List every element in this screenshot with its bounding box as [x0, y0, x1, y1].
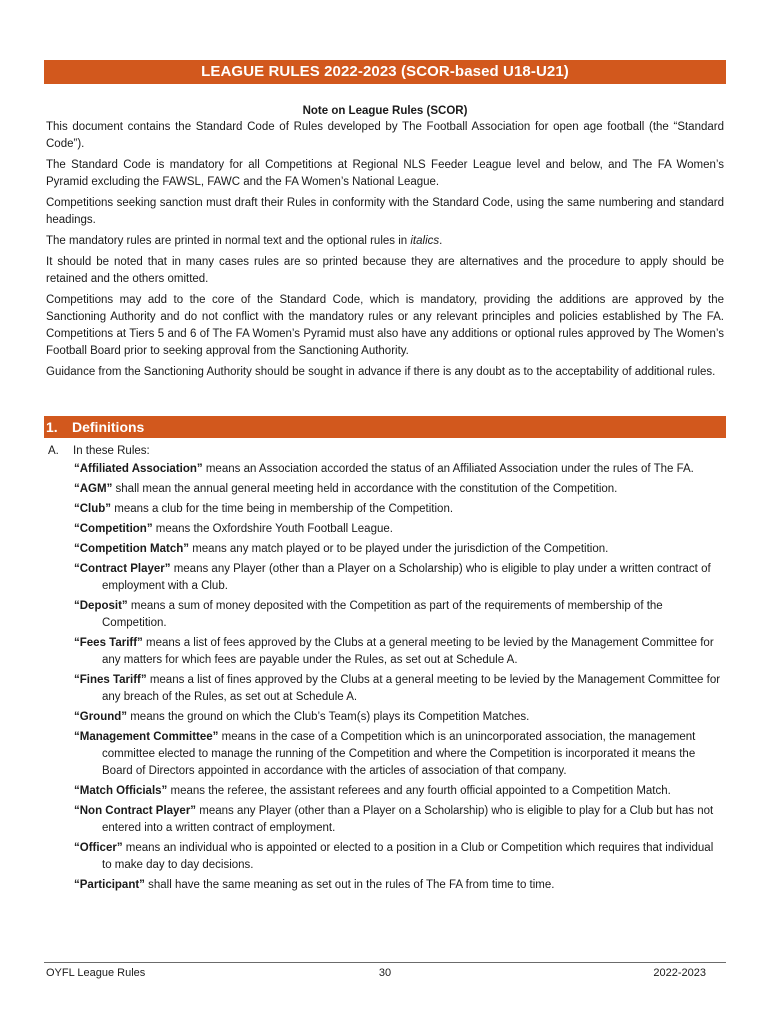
definition-item	[74, 803, 726, 837]
definition-term: “Participant”	[74, 879, 145, 891]
note-paragraph: The Standard Code is mandatory for all Competitions at Regional NLS Feeder League level and below, and The FA Women’s Pyramid excluding the FAWSL, FAWC and the FA Women’s National League.	[46, 159, 724, 188]
definition-text: shall mean the annual general meeting held in accordance with the constitution of the Competition.	[112, 483, 618, 495]
note-body	[46, 119, 724, 385]
definition-item	[74, 635, 726, 669]
note-paragraph-italics	[46, 233, 724, 250]
definition-term: “Affiliated Association”	[74, 463, 203, 475]
definition-text: means a club for the time being in membership of the Competition.	[111, 503, 454, 515]
definition-text: means a list of fees approved by the Clubs at a general meeting to be levied by the Management Committee for any matters for which fees are payable under the Rules, as set out at Schedule A.	[102, 637, 714, 666]
italics-word: italics	[410, 235, 440, 247]
definition-term: “Deposit”	[74, 600, 128, 612]
definition-text: shall have the same meaning as set out in the rules of The FA from time to time.	[144, 879, 555, 891]
definition-item	[74, 598, 726, 632]
footer-left: OYFL League Rules	[46, 967, 146, 979]
definitions-list	[74, 461, 726, 897]
definition-item	[74, 521, 726, 538]
section-number: 1.	[46, 419, 58, 435]
definition-text: means an individual who is appointed or elected to a position in a Club or Competition which requires that individual to make day to day decisions.	[102, 842, 714, 871]
definition-item	[74, 561, 726, 595]
section-title: Definitions	[72, 419, 145, 435]
definition-term: “Competition Match”	[74, 543, 189, 555]
definition-item	[74, 729, 726, 780]
definition-item	[74, 672, 726, 706]
clause-lead: In these Rules:	[73, 445, 150, 457]
definition-text: means an Association accorded the status of an Affiliated Association under the rules of The FA.	[202, 463, 694, 475]
definition-term: “Officer”	[74, 842, 123, 854]
definition-text: means any match played or to be played under the jurisdiction of the Competition.	[189, 543, 609, 555]
definition-item	[74, 481, 726, 498]
definition-text: means the Oxfordshire Youth Football League.	[152, 523, 393, 535]
definition-term: “Club”	[74, 503, 112, 515]
note-heading: Note on League Rules (SCOR)	[302, 105, 468, 117]
definition-term: “Fines Tariff”	[74, 674, 147, 686]
note-paragraph: This document contains the Standard Code of Rules developed by The Football Association for open age football (the “Standard Code”).	[46, 121, 724, 150]
italics-sentence-after: .	[439, 235, 443, 247]
definition-text: means any Player (other than a Player on a Scholarship) who is eligible to play under a written contract of employment with a Club.	[102, 563, 711, 592]
definition-term: “Management Committee”	[74, 731, 219, 743]
definition-text: means a list of fines approved by the Clubs at a general meeting to be levied by the Management Committee for any breach of the Rules, as set out at Schedule A.	[102, 674, 721, 703]
definition-text: means any Player (other than a Player on a Scholarship) who is eligible to play for a Club but has not entered into a written contract of employment.	[102, 805, 714, 834]
definition-text: means the ground on which the Club’s Team(s) plays its Competition Matches.	[127, 711, 530, 723]
document-title: LEAGUE RULES 2022-2023 (SCOR-based U18-U21)	[44, 60, 726, 84]
note-paragraph: Guidance from the Sanctioning Authority should be sought in advance if there is any doubt as to the acceptability of additional rules.	[46, 366, 716, 378]
footer-divider	[44, 962, 726, 963]
note-paragraph: Competitions seeking sanction must draft their Rules in conformity with the Standard Code, using the same numbering and standard headings.	[46, 197, 724, 226]
footer-right: 2022-2023	[653, 967, 706, 979]
definition-term: “Competition”	[74, 523, 153, 535]
section-heading	[44, 416, 726, 438]
definition-item	[74, 877, 726, 894]
definition-item	[74, 840, 726, 874]
definition-item	[74, 783, 726, 800]
page-number: 30	[378, 967, 392, 979]
definition-text: means a sum of money deposited with the Competition as part of the requirements of membership of the Competition.	[102, 600, 663, 629]
definition-term: “AGM”	[74, 483, 113, 495]
definition-text: means in the case of a Competition which is an unincorporated association, the management committee elected to manage the running of the Competition and where the Competition is incorporated it means the Board of Directors appointed in accordance with the articles of association of that company.	[102, 731, 696, 777]
italics-sentence-before: The mandatory rules are printed in normal text and the optional rules in	[46, 235, 411, 247]
note-paragraph: Competitions may add to the core of the Standard Code, which is mandatory, providing the additions are approved by the Sanctioning Authority and do not conflict with the mandatory rules or any relevant principles and policies established by The FA. Competitions at Tiers 5 and 6 of The FA Women’s Pyramid must also have any additions or optional rules approved by The Women’s Football Board prior to seeking approval from the Sanctioning Authority.	[46, 294, 724, 357]
definition-term: “Ground”	[74, 711, 128, 723]
definition-item	[74, 501, 726, 518]
definition-term: “Fees Tariff”	[74, 637, 143, 649]
definition-term: “Match Officials”	[74, 785, 168, 797]
definition-text: means the referee, the assistant referees and any fourth official appointed to a Competition Match.	[167, 785, 671, 797]
definition-term: “Contract Player”	[74, 563, 171, 575]
definition-item	[74, 541, 726, 558]
definition-item	[74, 461, 726, 478]
clause-letter: A.	[48, 445, 59, 457]
definition-term: “Non Contract Player”	[74, 805, 197, 817]
definition-item	[74, 709, 726, 726]
note-paragraph: It should be noted that in many cases rules are so printed because they are alternatives and the procedure to apply should be retained and the others omitted.	[46, 256, 724, 285]
